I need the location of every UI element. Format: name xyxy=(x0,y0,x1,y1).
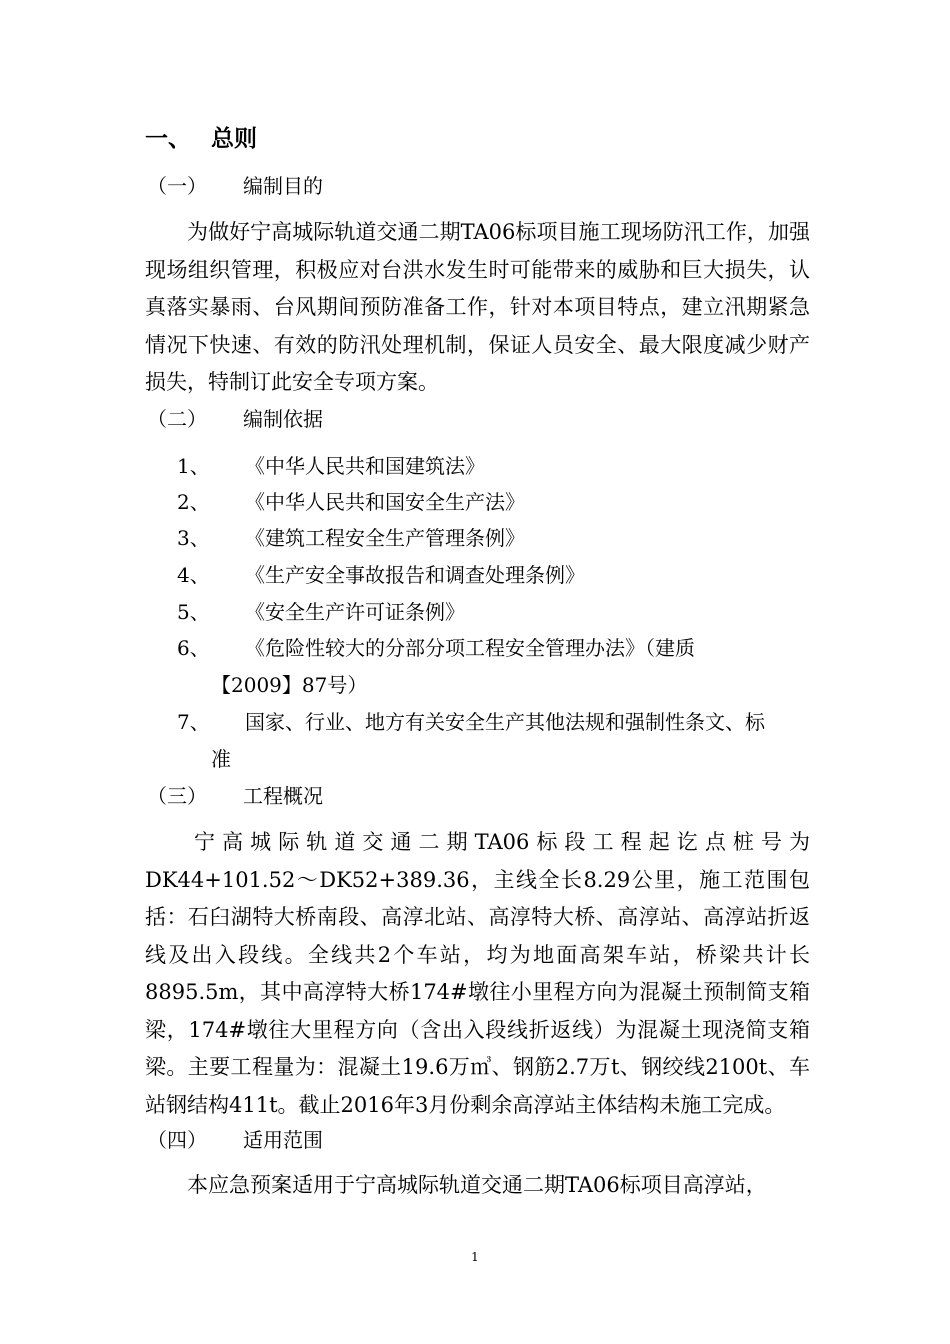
item-text: 《生产安全事故报告和调查处理条例》 xyxy=(245,563,585,587)
item-number: 1、 xyxy=(177,454,210,478)
section-heading xyxy=(145,120,257,153)
item-continuation: 【2009】87号） xyxy=(211,672,368,697)
item-number: 6、 xyxy=(177,636,210,660)
subheading-number: （二） xyxy=(147,407,207,431)
overview-paragraph xyxy=(145,824,810,1124)
item-continuation: 准 xyxy=(211,746,231,771)
item-text: 《安全生产许可证条例》 xyxy=(245,600,465,624)
basis-item xyxy=(177,630,810,703)
basis-item xyxy=(177,594,810,631)
subheading-purpose xyxy=(147,168,323,204)
basis-item xyxy=(177,448,810,485)
basis-item xyxy=(177,520,810,557)
section-title: 总则 xyxy=(211,126,257,152)
item-text: 国家、行业、地方有关安全生产其他法规和强制性条文、标 xyxy=(245,710,765,734)
item-number: 2、 xyxy=(177,490,210,514)
item-text: 《中华人民共和国建筑法》 xyxy=(245,454,485,478)
subheading-title: 工程概况 xyxy=(243,784,323,808)
section-number: 一、 xyxy=(145,126,191,152)
purpose-paragraph xyxy=(145,214,810,402)
subheading-number: （一） xyxy=(147,174,207,198)
subheading-overview xyxy=(147,778,323,814)
item-text: 《建筑工程安全生产管理条例》 xyxy=(245,526,525,550)
item-number: 4、 xyxy=(177,563,210,587)
basis-item xyxy=(177,484,810,521)
item-number: 7、 xyxy=(177,710,210,734)
subheading-number: （四） xyxy=(147,1128,207,1152)
basis-item xyxy=(177,557,810,594)
item-number: 5、 xyxy=(177,600,210,624)
subheading-title: 编制依据 xyxy=(243,407,323,431)
page-number: 1 xyxy=(471,1250,479,1264)
subheading-title: 适用范围 xyxy=(243,1128,323,1152)
basis-item xyxy=(177,704,810,777)
subheading-title: 编制目的 xyxy=(243,174,323,198)
subheading-number: （三） xyxy=(147,784,207,808)
subheading-basis xyxy=(147,401,323,437)
item-number: 3、 xyxy=(177,526,210,550)
subheading-scope xyxy=(147,1122,323,1158)
scope-text: 本应急预案适用于宁高城际轨道交通二期TA06标项目高淳站， xyxy=(187,1173,767,1197)
item-text: 《中华人民共和国安全生产法》 xyxy=(245,490,525,514)
scope-paragraph xyxy=(145,1167,810,1205)
item-text: 《危险性较大的分部分项工程安全管理办法》（建质 xyxy=(245,636,695,660)
overview-text: 宁高城际轨道交通二期TA06标段工程起讫点桩号为DK44+101.52～DK52+389.36，主线全长8.29公里，施工范围包括：石臼湖特大桥南段、高淳北站、高淳特大桥、高淳站、高淳站折返线及出入段线。全线共2个车站，均为地面高架车站，桥梁共计长8895.5m，其中高淳特大桥174#墩往小里程方向为混凝土预制简支箱梁，174#墩往大里程方向（含出入段线折返线）为混凝土现浇简支箱梁。主要工程量为：混凝土19.6万㎥、钢筋2.7万t、钢绞线2100t、车站钢结构411t。截止2016年3月份剩余高淳站主体结构未施工完成。 xyxy=(145,830,810,1117)
purpose-text: 为做好宁高城际轨道交通二期TA06标项目施工现场防汛工作，加强现场组织管理，积极应对台洪水发生时可能带来的威胁和巨大损失，认真落实暴雨、台风期间预防准备工作，针对本项目特点，建立汛期紧急情况下快速、有效的防汛处理机制，保证人员安全、最大限度减少财产损失，特制订此安全专项方案。 xyxy=(145,220,810,394)
